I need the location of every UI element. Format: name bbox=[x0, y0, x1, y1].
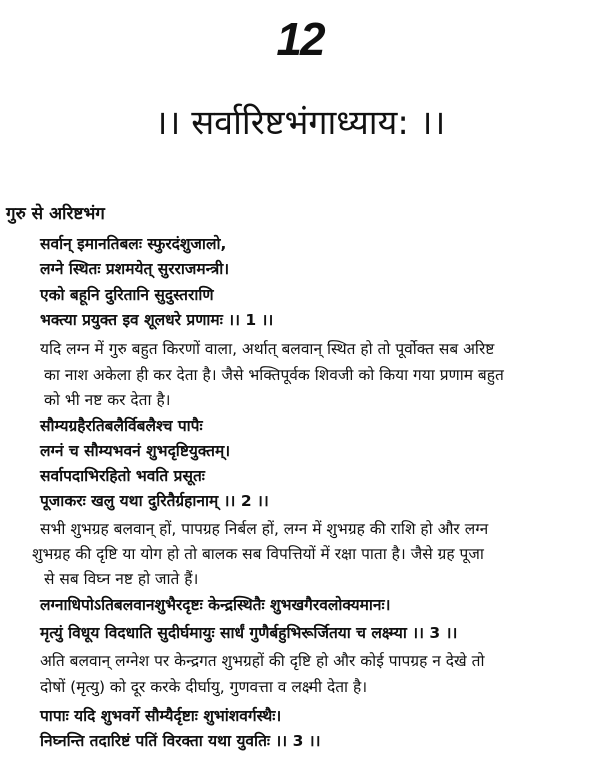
prose-line: यदि लग्न में गुरु बहुत किरणों वाला, अर्थात् बलवान् स्थित हो तो पूर्वोक्त सब अरिष्ट bbox=[40, 340, 495, 358]
prose-line: शुभग्रह की दृष्टि या योग हो तो बालक सब विपत्तियों में रक्षा पाता है। जैसे ग्रह पूजा bbox=[32, 545, 484, 563]
chapter-number: 12 bbox=[276, 13, 324, 65]
verse-line: सर्वान् इमानतिबलः स्फुरदंशुजालो, bbox=[40, 235, 227, 253]
verse-line: सौम्यग्रहैरतिबलैर्विबलैश्च पापैः bbox=[40, 417, 203, 435]
chapter-title: ।। सर्वारिष्टभंगाध्याय: ।। bbox=[154, 103, 446, 143]
verse-line: लग्ने स्थितः प्रशमयेत् सुरराजमन्त्री। bbox=[40, 260, 230, 278]
verse-line: पूजाकरः खलु यथा दुरितैर्ग्रहानाम् ।। 2 ।। bbox=[40, 492, 269, 510]
prose-line: का नाश अकेला ही कर देता है। जैसे भक्तिपूर्वक शिवजी को किया गया प्रणाम बहुत bbox=[44, 366, 504, 384]
prose-line: दोषों (मृत्यु) को दूर करके दीर्घायु, गुणवत्ता व लक्ष्मी देता है। bbox=[40, 678, 368, 696]
verse-line: पापाः यदि शुभवर्गे सौम्यैर्दृष्टाः शुभांशवर्गस्थैः। bbox=[40, 707, 282, 725]
prose-line: अति बलवान् लग्नेश पर केन्द्रगत शुभग्रहों की दृष्टि हो और कोई पापग्रह न देखे तो bbox=[40, 652, 485, 670]
verse-line: सर्वापदाभिरहितो भवति प्रसूतः bbox=[40, 467, 205, 485]
prose-line: को भी नष्ट कर देता है। bbox=[44, 391, 171, 409]
verse-line: एको बहूनि दुरितानि सुदुस्तराणि bbox=[40, 286, 214, 304]
verse-line: भक्त्या प्रयुक्त इव शूलधरे प्रणामः ।। 1 ।। bbox=[40, 311, 274, 329]
verse-line: निघ्नन्ति तदारिष्टं पतिं विरक्ता यथा युवतिः ।। 3 ।। bbox=[40, 732, 321, 750]
verse-line: मृत्युं विधूय विदधाति सुदीर्घमायुः सार्धं गुणैर्बहुभिरूर्जितया च लक्ष्म्या ।। 3 ।। bbox=[40, 624, 458, 642]
verse-line: लग्नाधिपोऽतिबलवानशुभैरदृष्टः केन्द्रस्थितैः शुभखगैरवलोक्यमानः। bbox=[40, 596, 391, 614]
prose-line: से सब विघ्न नष्ट हो जाते हैं। bbox=[44, 570, 199, 588]
prose-line: सभी शुभग्रह बलवान् हों, पापग्रह निर्बल हों, लग्न में शुभग्रह की राशि हो और लग्न bbox=[40, 520, 489, 538]
verse-line: लग्नं च सौम्यभवनं शुभदृष्टियुक्तम्। bbox=[40, 442, 231, 460]
section-heading: गुरु से अरिष्टभंग bbox=[6, 204, 105, 224]
